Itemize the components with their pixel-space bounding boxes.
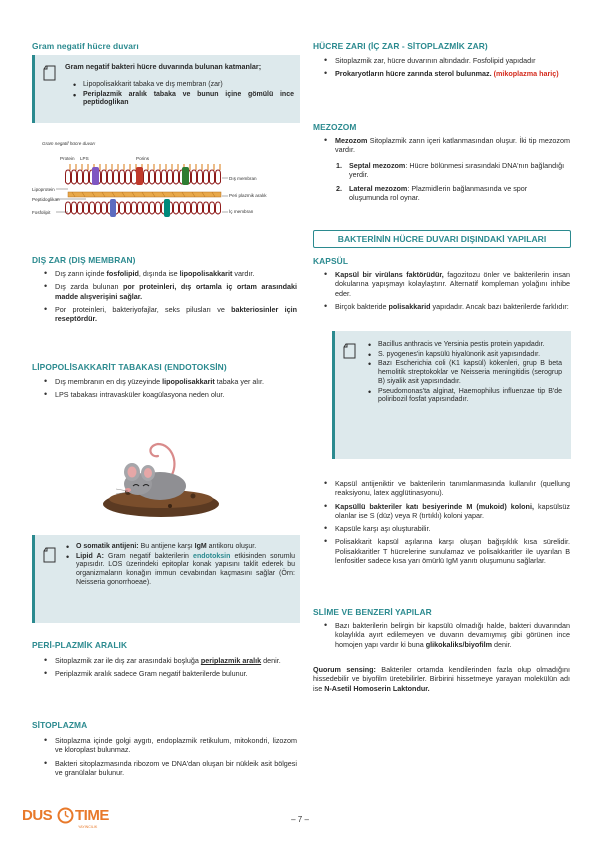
label-protein: Protein: [60, 156, 75, 161]
list-item: • O somatik antijeni: Bu antijene karşı IgM antikoru oluşur.: [65, 543, 295, 552]
list-item: • Dış membranın en dış yüzeyinde lipopolisakkarit tabaka yer alır.: [42, 377, 297, 386]
list-item: • Sitoplazmik zar ile dış zar arasındaki boşluğa periplazmik aralık denir.: [42, 656, 297, 665]
lipid: [162, 170, 167, 184]
lipid: [174, 202, 179, 214]
lipid: [132, 202, 137, 214]
lipid: [192, 202, 197, 214]
list-item: • Sitoplazma içinde golgi aygıtı, endoplazmik retikulum, mitokondri, lizozom ve kloroplast bulunmaz.: [42, 736, 297, 755]
list-item: • Prokaryotların hücre zarında sterol bulunmaz. (mikoplazma hariç): [322, 69, 570, 78]
box-lead: Gram negatif bakteri hücre duvarında bulunan katmanlar;: [65, 62, 262, 71]
lipid: [96, 202, 101, 214]
lipid: [84, 170, 89, 184]
note-icon: [43, 547, 57, 563]
lipid: [210, 170, 215, 184]
lipid: [90, 202, 95, 214]
numbered-item: 1. Septal mezozom: Hücre bölünmesi sırasındaki DNA'nın bağlandığı yerdir.: [336, 161, 565, 180]
clock-icon: [57, 807, 74, 824]
list-item: • Kapsüle karşı aşı oluşturabilir.: [322, 524, 570, 533]
porin-protein: [136, 167, 143, 185]
section-title-slime: SLİME VE BENZERİ YAPILAR: [313, 607, 432, 617]
label-phospholipid: Fosfolipit: [32, 210, 51, 215]
lipid: [126, 202, 131, 214]
diagram-title: Gram negatif hücre duvarı: [42, 141, 96, 146]
list-item: • Bazı bakterilerin belirgin bir kapsülü olmadığı halde, bakteri duvarından kolaylıkla ayırt edilemeyen ve duvarın devamıymış gibi görünen ince homojen yapı vardır ki buna glikokaliks/biyofilm denir.: [322, 621, 570, 649]
gram-negative-wall-diagram: [32, 140, 300, 222]
lipid: [198, 170, 203, 184]
lipid: [204, 202, 209, 214]
lipid: [192, 170, 197, 184]
lipid: [108, 170, 113, 184]
note-icon: [43, 65, 57, 81]
lipid: [186, 202, 191, 214]
list-item: • Periplazmik aralık sadece Gram negatif bakterilerde bulunur.: [42, 669, 297, 678]
section-title-periplasmic: PERİ-PLAZMİK ARALIK: [32, 640, 128, 650]
label-inner-membrane: İç membran: [229, 209, 254, 214]
membrane-protein: [164, 199, 170, 217]
page-number: – 7 –: [291, 815, 309, 824]
list-item: • Pseudomonas'ta alginat, Haemophilus influenzae tip B'de poliribozil fosfat yapısındadır.: [367, 388, 562, 405]
lipid: [156, 170, 161, 184]
list-item: • Dış zarda bulunan por proteinleri, dış ortamla iç ortam arasındaki madde alışverişini sağlar.: [42, 282, 297, 301]
lipid: [102, 202, 107, 214]
lipid: [174, 170, 179, 184]
gram-title: Gram negatif hücre duvarı: [32, 41, 139, 51]
lipid: [78, 170, 83, 184]
lipid: [66, 170, 71, 184]
section-title-sitoplazma: SİTOPLAZMA: [32, 720, 88, 730]
label-porin: Porins: [136, 156, 150, 161]
list-item: • Dış zarın içinde fosfolipid, dışında ise lipopolisakkarit vardır.: [42, 269, 297, 278]
lipid: [150, 202, 155, 214]
lipid: [72, 202, 77, 214]
label-peptidoglycan: Peptidoglikan: [32, 197, 60, 202]
note-icon: [343, 343, 357, 359]
list-item: • Sitoplazmik zar, hücre duvarının altındadır. Fosfolipid yapıdadır: [322, 56, 570, 65]
membrane-protein: [110, 199, 116, 217]
lipid: [132, 170, 137, 184]
lipid: [144, 202, 149, 214]
list-item: • Bazı Escherichia coli (K1 kapsül) kökenleri, grup B beta hemolitik streptokoklar ve Neisseria meningitidis (serogrup B) siyalik asit yapısındadır.: [367, 360, 562, 386]
lipid: [210, 202, 215, 214]
info-box-capsule: [332, 331, 571, 459]
section-title-kapsul: KAPSÜL: [313, 256, 349, 266]
mouse-illustration: [98, 434, 224, 520]
porin-protein: [182, 167, 189, 185]
lipid: [204, 170, 209, 184]
lipid: [216, 170, 221, 184]
list-item: • Kapsül antijeniktir ve bakterilerin tanımlanmasında kullanılır (quellung reaksiyonu, latex agglütinasyonu).: [322, 479, 570, 498]
lipid: [72, 170, 77, 184]
section-title-dis-zar: DIŞ ZAR (DIŞ MEMBRAN): [32, 255, 136, 265]
lipid: [120, 170, 125, 184]
lipid: [102, 170, 107, 184]
list-item: • Periplazmik aralık tabaka ve bunun içine gömülü ince peptidoglikan: [72, 91, 294, 108]
info-box-layers: [32, 55, 300, 123]
list-item: • Bacillus anthracis ve Yersinia pestis protein yapıdadır.: [367, 341, 562, 350]
list-item: • Birçok bakteride polisakkarid yapıdadır. Ancak bazı bakterilerde farklıdır:: [322, 302, 570, 311]
list-item: • LPS tabakası intravasküler koagülasyona neden olur.: [42, 390, 297, 399]
big-section-header: BAKTERİNİN HÜCRE DUVARI DIŞINDAKİ YAPILARI: [313, 230, 571, 248]
lipid: [126, 170, 131, 184]
dustime-logo: DUS TIME YAYINCILIK: [22, 807, 109, 829]
lipid: [168, 170, 173, 184]
label-periplasmic: Peri plazmik aralık: [229, 193, 267, 198]
list-item: • S. pyogenes'in kapsülü hiyalünorik asit yapısındadır.: [367, 351, 562, 360]
list-item: • Kapsül bir virülans faktörüdür, fagozitozu önler ve bakterilerin insan dokularına yapışmayı kolaylaştırır. Alternatif kompleman yolağını inhibe eder.: [322, 270, 570, 298]
lipid: [120, 202, 125, 214]
list-item: • Por proteinleri, bakteriyofajlar, seks pilusları ve bakteriosinler için reseptördür.: [42, 305, 297, 324]
section-title-mezozom: MEZOZOM: [313, 122, 357, 132]
lipid: [144, 170, 149, 184]
lipid: [114, 170, 119, 184]
lipid: [78, 202, 83, 214]
quorum-sensing-paragraph: Quorum sensing: Bakteriler ortamda kendilerinden fazla olup olmadığını hissedebilir ve biyofilm üretebilirler. Birbirini hissetmeye yarayan molekülün adı ise N-Asetil Homoserin Laktondur.: [313, 665, 570, 693]
list-item: • Bakteri sitoplazmasında ribozom ve DNA'dan oluşan bir nükleik asit bölgesi ve granülalar bulunur.: [42, 759, 297, 778]
lipid: [138, 202, 143, 214]
label-lps: LPS: [80, 156, 89, 161]
porin-protein: [92, 167, 99, 185]
list-item: • Polisakkarit kapsül aşılarına karşı oluşan bağışıklık kısa sürelidir. Polisakkaritler T hücrelerine sunulamaz ve polisakkaritler ile uyarılan B lenfositler sadece kısa yarı ömürlü IgM yanıtı oluşumunu sağlarlar.: [322, 537, 570, 565]
section-title-lps: LİPOPOLİSAKKARİT TABAKASI (ENDOTOKSİN): [32, 362, 227, 372]
label-outer-membrane: Dış membran: [229, 176, 257, 181]
list-item: • Mezozom Sitoplazmik zarın içeri katlanmasından oluşur. İki tip mezozom vardır.: [322, 136, 570, 155]
lipid: [216, 202, 221, 214]
numbered-item: 2. Lateral mezozom: Plazmidlerin bağlanmasında ve spor oluşumunda rol oynar.: [336, 183, 528, 202]
lipid: [156, 202, 161, 214]
list-item: • Kapsüllü bakteriler katı besiyerinde M (mukoid) koloni, kapsülsüz olanlar ise S (düz) veya R (tırtıklı) koloni yapar.: [322, 502, 570, 521]
lipid: [198, 202, 203, 214]
list-item: • Lipid A: Gram negatif bakterilerin endotoksin etkisinden sorumlu yapısıdır. LOS üzerindeki epitoplar konak yapısını taklit ederek bu organizmaların konağın immun cevabından kaçmasını sağlar (Örn: Neisseria gonorrhoeae).: [65, 553, 295, 588]
lipid: [180, 202, 185, 214]
lipid: [150, 170, 155, 184]
info-box-antigen: [32, 535, 300, 623]
lipid: [84, 202, 89, 214]
list-item: • Lipopolisakkarit tabaka ve dış membran (zar): [72, 81, 294, 90]
section-title-hucre-zari: HÜCRE ZARI (İÇ ZAR - SİTOPLAZMİK ZAR): [313, 41, 488, 51]
label-lipoprotein: Lipoprotein: [32, 187, 55, 192]
